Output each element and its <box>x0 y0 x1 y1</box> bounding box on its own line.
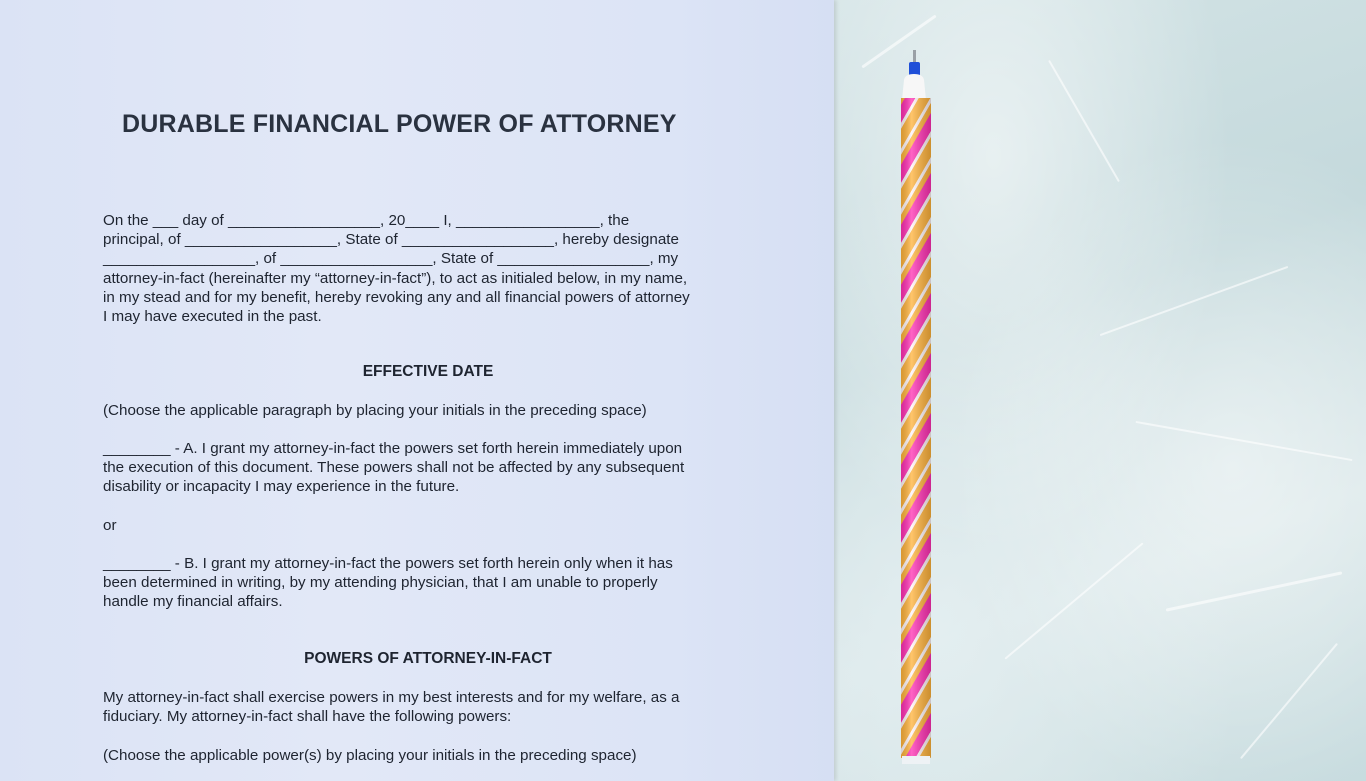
plaster-streak <box>1135 421 1352 461</box>
intro-line: in my stead and for my benefit, hereby revoking any and all financial powers of attorney <box>103 288 690 306</box>
plaster-streak <box>1240 643 1338 759</box>
option-a-line: the execution of this document. These powers shall not be affected by any subsequent <box>103 459 685 477</box>
option-a-line: ________ - A. I grant my attorney-in-fact the powers set forth herein immediately upon <box>103 440 683 457</box>
option-a-paragraph <box>103 439 753 497</box>
pen-tip-icon <box>913 50 916 64</box>
instruction-text: (Choose the applicable power(s) by placing your initials in the preceding space) <box>103 747 637 764</box>
plaster-streak <box>1100 266 1289 336</box>
intro-line: attorney-in-fact (hereinafter my “attorney-in-fact”), to act as initialed below, in my name, <box>103 269 688 287</box>
striped-pen <box>898 50 934 770</box>
option-b-line: been determined in writing, by my attending physician, that I am unable to properly <box>103 574 658 592</box>
intro-paragraph <box>103 211 753 326</box>
plaster-streak <box>1004 542 1143 659</box>
plaster-streak <box>1048 60 1120 182</box>
intro-line: __________________, of __________________, State of __________________, my <box>103 250 679 268</box>
option-b-paragraph <box>103 554 753 612</box>
effective-date-heading: EFFECTIVE DATE <box>362 363 494 380</box>
option-b-line: ________ - B. I grant my attorney-in-fact the powers set forth herein only when it has <box>103 555 673 572</box>
or-separator <box>103 516 753 535</box>
powers-line: fiduciary. My attorney-in-fact shall have the following powers: <box>103 708 512 726</box>
intro-line: On the ___ day of __________________, 20____ I, _________________, the <box>103 212 630 229</box>
powers-line: My attorney-in-fact shall exercise powers in my best interests and for my welfare, as a <box>103 689 680 706</box>
intro-line: principal, of __________________, State of __________________, hereby designate <box>103 231 679 249</box>
or-label: or <box>103 517 117 534</box>
powers-instruction <box>103 746 753 765</box>
effective-date-instruction <box>103 401 753 420</box>
intro-line: I may have executed in the past. <box>103 308 322 326</box>
document-title: DURABLE FINANCIAL POWER OF ATTORNEY <box>122 110 677 138</box>
plaster-streak <box>1166 571 1343 611</box>
option-a-line: disability or incapacity I may experience in the future. <box>103 478 460 496</box>
instruction-text: (Choose the applicable paragraph by placing your initials in the preceding space) <box>103 402 647 419</box>
option-b-line: handle my financial affairs. <box>103 593 283 611</box>
powers-heading: POWERS OF ATTORNEY-IN-FACT <box>304 650 552 667</box>
powers-body <box>103 688 753 726</box>
